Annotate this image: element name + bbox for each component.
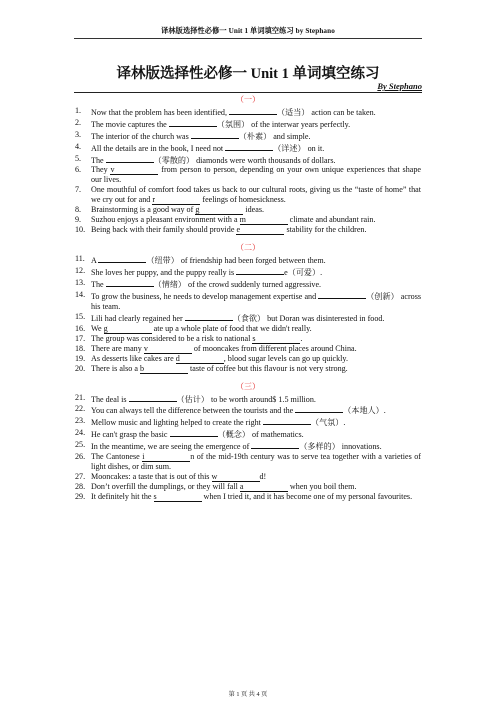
- question-text: [91, 334, 421, 344]
- question-text-before-blank: He can't grasp the basic: [91, 430, 168, 440]
- question-text-before-blank: The Cantonese: [91, 452, 140, 462]
- question-number: 15.: [75, 311, 86, 321]
- question-item: [75, 344, 421, 354]
- question-text-after-blank: .: [300, 333, 303, 343]
- question-number: 24.: [75, 428, 86, 438]
- answer-blank[interactable]: [236, 266, 284, 275]
- question-text: [91, 393, 421, 405]
- question-item: [75, 364, 421, 374]
- question-text-after-blank: stability for the children.: [284, 225, 367, 235]
- question-text-after-blank: （估计） to be worth around$ 1.5 million.: [176, 394, 316, 404]
- worksheet-title: 译林版选择性必修一 Unit 1 单词填空练习: [116, 66, 380, 82]
- header-divider: [74, 38, 422, 39]
- question-item: [75, 492, 421, 502]
- answer-blank[interactable]: [295, 404, 343, 413]
- question-item: [75, 354, 421, 364]
- question-text-before-blank: To grow the business, he needs to develop management expertise and: [91, 291, 317, 301]
- title-divider: [74, 92, 422, 93]
- question-text-before-blank: We: [91, 323, 102, 333]
- question-text-after-blank: （食欲） but Doran was disinterested in food.: [232, 313, 385, 323]
- question-text-after-blank: （零散的） diamonds were worth thousands of dollars.: [153, 155, 336, 165]
- question-item: [75, 452, 421, 472]
- question-item: [75, 324, 421, 334]
- question-text-after-blank: of mooncakes from different places around China.: [191, 343, 357, 353]
- question-item: [75, 440, 421, 452]
- question-text: [91, 130, 421, 142]
- question-text-after-blank: n of the mid-19th century was to serve tea together with a varieties of light dishes, or dim sum.: [91, 452, 421, 472]
- question-number: 3.: [75, 129, 82, 139]
- question-text: [91, 225, 421, 235]
- answer-blank[interactable]: v: [144, 345, 192, 354]
- question-number: 11.: [75, 254, 85, 264]
- section-heading-3: （三）: [235, 381, 261, 391]
- question-text-after-blank: （多样的） innovations.: [299, 442, 382, 452]
- question-number: 20.: [75, 363, 86, 373]
- question-text-before-blank: The interior of the church was: [91, 131, 189, 141]
- question-text-after-blank: （本地人）.: [343, 406, 386, 416]
- question-text-before-blank: All the details are in the book, I need not: [91, 143, 224, 153]
- answer-blank[interactable]: g: [104, 325, 152, 334]
- question-text-before-blank: One mouthful of comfort food takes us back to our cultural roots, giving us the “taste of home” that we cry out for and: [91, 185, 421, 205]
- question-number: 6.: [75, 165, 82, 175]
- question-text: [91, 354, 421, 364]
- question-text: [91, 118, 421, 130]
- question-text: [91, 404, 421, 416]
- question-item: [75, 428, 421, 440]
- answer-blank[interactable]: [106, 154, 154, 163]
- question-number: 25.: [75, 440, 86, 450]
- question-text-before-blank: As desserts like cakes are: [91, 353, 174, 363]
- question-text-before-blank: There is also a: [91, 363, 138, 373]
- question-number: 26.: [75, 452, 86, 462]
- question-number: 22.: [75, 404, 86, 414]
- question-text-after-blank: （概念） of mathematics.: [217, 430, 304, 440]
- author-byline: By Stephano: [377, 81, 422, 91]
- question-number: 2.: [75, 117, 82, 127]
- question-text-before-blank: Mooncakes: a taste that is out of this: [91, 471, 210, 481]
- question-text: [91, 440, 421, 452]
- question-text-after-blank: ate up a whole plate of food that we didn't really.: [151, 323, 312, 333]
- question-text-after-blank: （创新） across his team.: [91, 291, 421, 311]
- answer-blank[interactable]: a: [240, 483, 288, 492]
- question-number: 12.: [75, 266, 86, 276]
- question-text-after-blank: , blood sugar levels can go up quickly.: [223, 353, 348, 363]
- question-text-before-blank: The: [91, 155, 104, 165]
- answer-blank[interactable]: e: [236, 226, 284, 235]
- question-item: [75, 185, 421, 205]
- answer-blank[interactable]: i: [142, 453, 190, 462]
- question-text-before-blank: Now that the problem has been identified,: [91, 107, 227, 117]
- question-text-after-blank: ideas.: [243, 205, 265, 215]
- answer-blank[interactable]: v: [110, 166, 158, 175]
- question-item: [75, 416, 421, 428]
- question-text: [91, 278, 421, 290]
- question-text: [91, 428, 421, 440]
- answer-blank[interactable]: [129, 393, 177, 402]
- question-text: [91, 205, 421, 215]
- exercise-list: [75, 94, 421, 502]
- question-text: [91, 290, 421, 312]
- answer-blank[interactable]: s: [154, 493, 202, 502]
- answer-blank[interactable]: [98, 254, 146, 263]
- answer-blank[interactable]: [191, 130, 239, 139]
- question-item: [75, 205, 421, 215]
- question-text: [91, 324, 421, 334]
- question-text-before-blank: Suzhou enjoys a pleasant environment with a: [91, 215, 238, 225]
- question-text-before-blank: Mellow music and lighting helped to create the right: [91, 418, 261, 428]
- question-number: 29.: [75, 491, 86, 501]
- question-number: 13.: [75, 277, 86, 287]
- question-number: 16.: [75, 323, 86, 333]
- answer-blank[interactable]: [169, 118, 217, 127]
- answer-blank[interactable]: m: [240, 216, 288, 225]
- question-text-after-blank: （氛围） of the interwar years perfectly.: [216, 119, 351, 129]
- question-text: [91, 142, 421, 154]
- question-text-before-blank: She loves her puppy, and the puppy really is: [91, 268, 235, 278]
- question-number: 18.: [75, 343, 86, 353]
- section-heading-1: （一）: [235, 95, 261, 104]
- question-number: 23.: [75, 416, 86, 426]
- question-text: [91, 482, 421, 492]
- question-item: [75, 290, 421, 312]
- question-number: 28.: [75, 481, 86, 491]
- question-text: [91, 364, 421, 374]
- question-number: 19.: [75, 353, 86, 363]
- question-text-after-blank: （纽带） of friendship had been forged between them.: [146, 256, 326, 266]
- question-number: 8.: [75, 205, 82, 215]
- question-text-after-blank: from person to person, depending on your own unique experiences that shape our lives.: [91, 165, 421, 185]
- answer-blank[interactable]: w: [212, 473, 260, 482]
- question-item: [75, 334, 421, 344]
- question-text-before-blank: They: [91, 165, 108, 175]
- question-item: [75, 404, 421, 416]
- question-text-after-blank: （适当） action can be taken.: [277, 107, 376, 117]
- answer-blank[interactable]: g: [195, 206, 243, 215]
- answer-blank[interactable]: b: [140, 365, 188, 374]
- question-text-after-blank: （情绪） of the crowd suddenly turned aggressive.: [153, 279, 322, 289]
- question-text: [91, 154, 421, 166]
- question-text-after-blank: e（可爱）.: [284, 268, 323, 278]
- question-item: [75, 154, 421, 166]
- answer-blank[interactable]: [229, 106, 277, 115]
- question-text-after-blank: feelings of homesickness.: [200, 195, 286, 205]
- question-text-before-blank: Don’t overfill the dumplings, or they will fall: [91, 481, 238, 491]
- question-text-before-blank: Brainstorming is a good way of: [91, 205, 194, 215]
- question-item: [75, 106, 421, 118]
- question-text: [91, 452, 421, 472]
- question-text: [91, 344, 421, 354]
- question-number: 14.: [75, 289, 86, 299]
- running-header: 译林版选择性必修一 Unit 1 单词填空练习 by Stephano: [161, 27, 335, 35]
- question-number: 10.: [75, 225, 86, 235]
- question-item: [75, 278, 421, 290]
- question-text-before-blank: Being back with their family should provide: [91, 225, 235, 235]
- question-text: [91, 185, 421, 205]
- question-item: [75, 225, 421, 235]
- question-text: [91, 254, 421, 266]
- question-number: 1.: [75, 105, 82, 115]
- question-text-before-blank: Lili had clearly regained her: [91, 313, 183, 323]
- question-text: [91, 416, 421, 428]
- question-text-before-blank: It definitely hit the: [91, 491, 152, 501]
- question-text-after-blank: climate and abundant rain.: [287, 215, 376, 225]
- question-item: [75, 118, 421, 130]
- question-text-after-blank: d!: [259, 471, 267, 481]
- question-text-before-blank: There are many: [91, 343, 142, 353]
- question-text-before-blank: The: [91, 279, 104, 289]
- question-item: [75, 312, 421, 324]
- question-text-after-blank: （气氛）.: [310, 418, 346, 428]
- question-text: [91, 165, 421, 185]
- question-number: 7.: [75, 185, 82, 195]
- answer-blank[interactable]: [263, 416, 311, 425]
- answer-blank[interactable]: d: [176, 355, 224, 364]
- question-text-before-blank: The deal is: [91, 394, 127, 404]
- answer-blank[interactable]: [318, 290, 366, 299]
- answer-blank[interactable]: [251, 440, 299, 449]
- question-number: 9.: [75, 215, 82, 225]
- question-number: 5.: [75, 153, 82, 163]
- question-item: [75, 130, 421, 142]
- question-text-after-blank: （详述） on it.: [273, 143, 325, 153]
- answer-blank[interactable]: [225, 142, 273, 151]
- question-item: [75, 472, 421, 482]
- question-item: [75, 254, 421, 266]
- answer-blank[interactable]: s: [252, 335, 300, 344]
- question-text-before-blank: A: [91, 256, 97, 266]
- answer-blank[interactable]: [185, 312, 233, 321]
- question-text: [91, 106, 421, 118]
- answer-blank[interactable]: [106, 278, 154, 287]
- question-number: 4.: [75, 141, 82, 151]
- question-text-after-blank: when I tried it, and it has become one of my personal favourites.: [201, 491, 413, 501]
- question-text: [91, 215, 421, 225]
- question-number: 17.: [75, 333, 86, 343]
- question-item: [75, 165, 421, 185]
- question-number: 27.: [75, 471, 86, 481]
- question-item: [75, 266, 421, 278]
- question-text-before-blank: The group was considered to be a risk to national: [91, 333, 251, 343]
- question-text-before-blank: You can always tell the difference between the tourists and the: [91, 406, 294, 416]
- question-text: [91, 492, 421, 502]
- question-item: [75, 142, 421, 154]
- question-item: [75, 215, 421, 225]
- question-text-before-blank: The movie captures the: [91, 119, 167, 129]
- answer-blank[interactable]: [170, 428, 218, 437]
- question-text-after-blank: taste of coffee but this flavour is not very strong.: [188, 363, 348, 373]
- answer-blank[interactable]: r: [152, 196, 200, 205]
- question-text: [91, 472, 421, 482]
- section-heading-2: （二）: [235, 243, 261, 253]
- question-text: [91, 312, 421, 324]
- question-text-before-blank: In the meantime, we are seeing the emergence of: [91, 442, 250, 452]
- question-item: [75, 393, 421, 405]
- question-text-after-blank: （朴素） and simple.: [238, 131, 311, 141]
- page-number-footer: 第 1 页 共 4 页: [228, 691, 268, 698]
- question-text: [91, 266, 421, 278]
- question-number: 21.: [75, 392, 86, 402]
- question-item: [75, 482, 421, 492]
- question-text-after-blank: when you boil them.: [287, 481, 357, 491]
